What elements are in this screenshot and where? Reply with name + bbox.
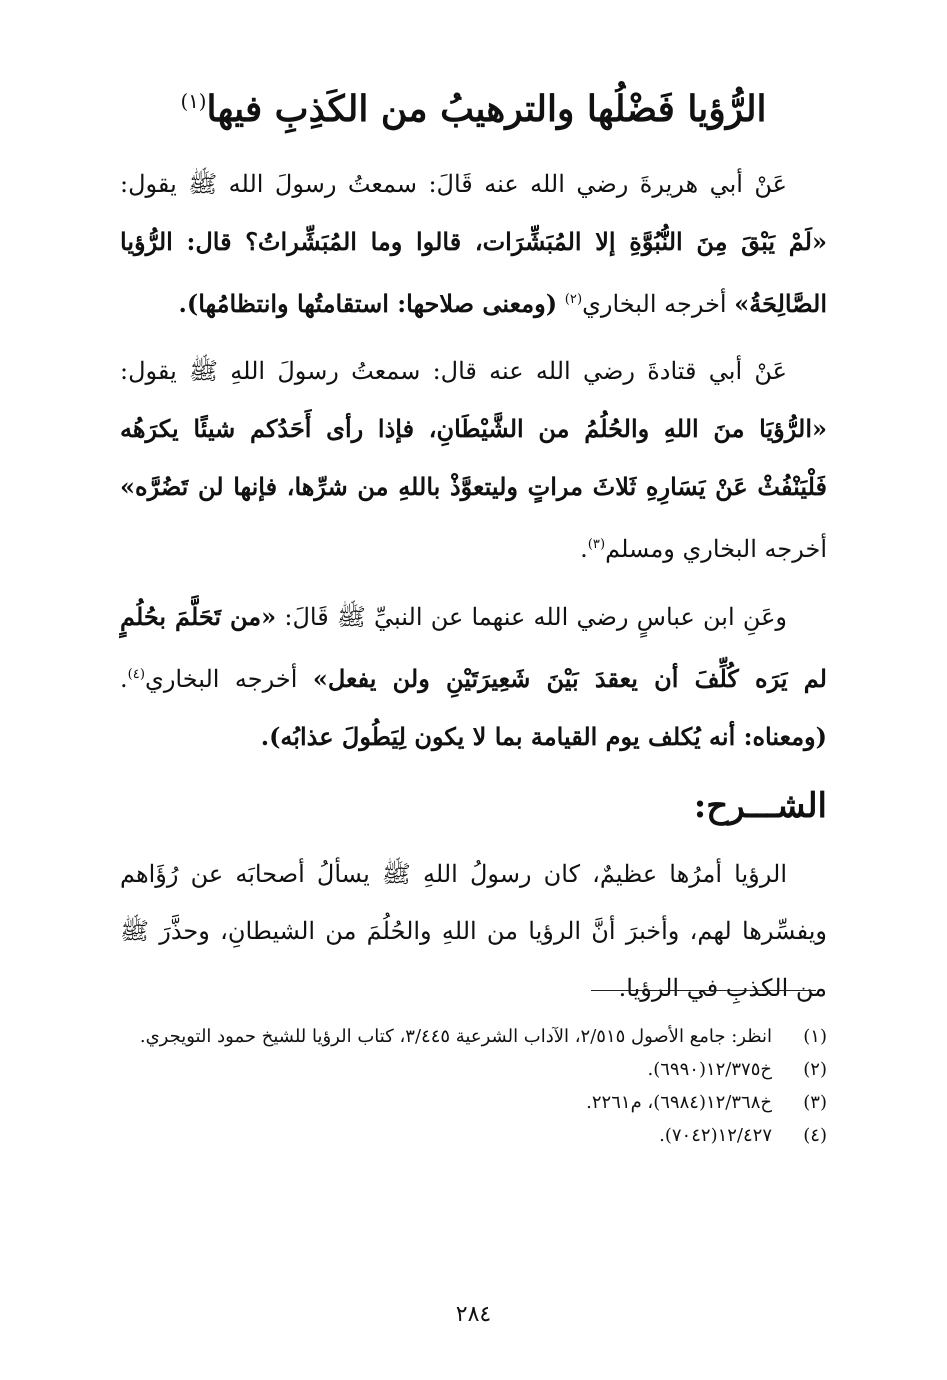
- footnote-divider: [591, 990, 816, 991]
- hadith-3-intro: وعَنِ ابن عباسٍ رضي الله عنهما عن النبيِّ ﷺ قَالَ:: [284, 603, 787, 631]
- hadith-1-source: أخرجه البخاري: [582, 290, 727, 318]
- footnote-text: ١٢/٤٢٧(٧٠٤٢).: [659, 1125, 772, 1146]
- hadith-paragraph-2: [120, 343, 827, 578]
- footnotes-section: [120, 1020, 827, 1152]
- commentary-text: الرؤيا أمرُها عظيمٌ، كان رسولُ اللهِ ﷺ يسألُ أصحابَه عن رُؤَاهم ويفسِّرها لهم، وأخبرَ أنَّ الرؤيا من اللهِ والحُلُمَ من الشيطانِ، وحذَّرَ ﷺ من الكذبِ في الرؤيا.: [120, 860, 827, 1002]
- footnote-item: [120, 1020, 827, 1053]
- footnote-number: (١): [803, 1026, 827, 1047]
- footnote-text: خ١٢/٣٦٨(٦٩٨٤)، م٢٢٦١.: [586, 1092, 772, 1113]
- hadith-3-end: .: [120, 665, 128, 693]
- hadith-2-source: أخرجه البخاري ومسلم: [605, 535, 827, 563]
- footnote-text: انظر: جامع الأصول ٢/٥١٥، الآداب الشرعية ٣/٤٤٥، كتاب الرؤيا للشيخ حمود التويجري.: [139, 1026, 772, 1047]
- footnote-text: خ١٢/٣٧٥(٦٩٩٠).: [647, 1059, 772, 1080]
- footnote-item: [120, 1086, 827, 1119]
- commentary-paragraph: [120, 846, 827, 1017]
- hadith-1-footnote-ref: (٢): [564, 292, 583, 307]
- hadith-3-footnote-ref: (٤): [127, 667, 146, 682]
- hadith-2-end: .: [580, 535, 588, 563]
- main-text: [120, 156, 827, 1027]
- footnote-item: [120, 1053, 827, 1086]
- hadith-1-meaning: (ومعنى صلاحها: استقامتُها وانتظامُها).: [178, 289, 558, 318]
- commentary-heading: الشـــرح:: [693, 786, 827, 826]
- hadith-1-quote: «لَمْ يَبْقَ مِنَ النُّبُوَّةِ إلا المُبَشِّرَات، قالوا وما المُبَشِّراتُ؟ قال: الرُّؤيا الصَّالِحَةُ»: [120, 227, 827, 318]
- hadith-2-footnote-ref: (٣): [587, 537, 606, 552]
- footnote-number: (٤): [803, 1125, 827, 1146]
- title-footnote-ref: (١): [180, 90, 207, 113]
- hadith-1-intro: عَنْ أبي هريرةَ رضي الله عنه قَالَ: سمعتُ رسولَ الله ﷺ يقول:: [120, 170, 787, 198]
- chapter-title-text: الرُّؤيا فَضْلُها والترهيبُ من الكَذِبِ فيها: [206, 88, 767, 130]
- chapter-title: [150, 72, 797, 139]
- hadith-3-quote: «من تَحَلَّمَ بحُلُمٍ لم يَرَه كُلِّفَ أن يعقدَ بَيْنَ شَعِيرَتَيْنِ ولن يفعل»: [120, 602, 827, 693]
- page-number: ٢٨٤: [455, 1302, 492, 1327]
- hadith-2-intro: عَنْ أبي قتادةَ رضي الله عنه قال: سمعتُ رسولَ اللهِ ﷺ يقول:: [120, 357, 788, 385]
- footnote-item: [120, 1119, 827, 1152]
- hadith-3-meaning: (ومعناه: أنه يُكلف يوم القيامة بما لا يكون لِيَطُولَ عذابُه).: [260, 722, 827, 751]
- hadith-paragraph-3: [120, 588, 827, 766]
- footnote-number: (٢): [803, 1059, 827, 1080]
- hadith-paragraph-1: [120, 156, 827, 333]
- footnote-number: (٣): [803, 1092, 827, 1113]
- hadith-3-source: أخرجه البخاري: [145, 665, 298, 693]
- hadith-2-quote: «الرُّؤيَا منَ اللهِ والحُلُمُ من الشَّيْطَانِ، فإذا رأى أَحَدُكم شيئًا يكرَهُه فَلْيَنْفُثْ عَنْ يَسَارِهِ ثَلاثَ مراتٍ وليتعوَّذْ باللهِ من شرِّها، فإنها لن تَضُرَّه»: [120, 414, 827, 501]
